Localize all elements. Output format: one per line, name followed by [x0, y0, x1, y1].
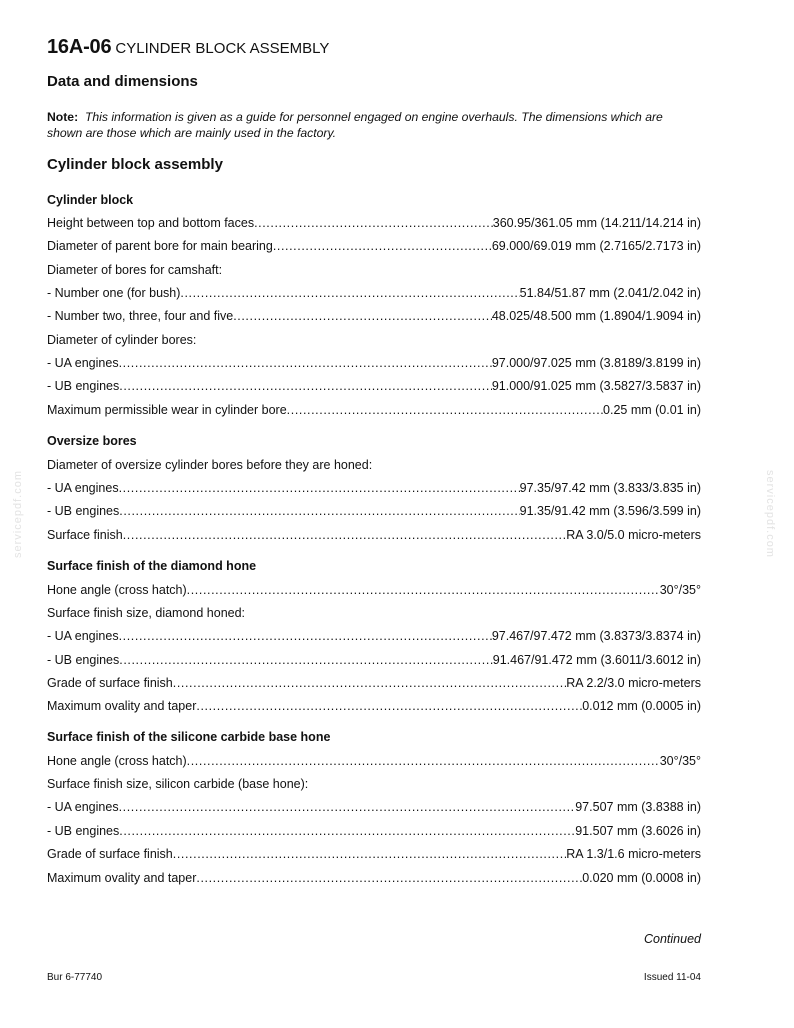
- spec-value: 91.000/91.025 mm (3.5827/3.5837 in): [491, 379, 701, 393]
- spec-label: Hone angle (cross hatch): [47, 754, 187, 768]
- spec-row: [47, 526, 701, 544]
- spec-row: [47, 502, 701, 520]
- note-text: This information is given as a guide for personnel engaged on engine overhauls. The dimensions which are shown are those which are mainly used in the factory.: [47, 110, 663, 140]
- watermark-left: servicepdf.com: [12, 470, 24, 558]
- spec-value: 91.467/91.472 mm (3.6011/3.6012 in): [492, 653, 701, 667]
- spec-label: - UA engines: [47, 629, 119, 643]
- spec-label: - UA engines: [47, 356, 119, 370]
- spec-subheading: Surface finish size, silicon carbide (base hone):: [47, 777, 309, 791]
- spec-row: [47, 627, 701, 645]
- spec-label: - UA engines: [47, 481, 119, 495]
- spec-value: 97.000/97.025 mm (3.8189/3.8199 in): [491, 356, 701, 370]
- spec-row: [47, 651, 701, 669]
- section-title: CYLINDER BLOCK ASSEMBLY: [115, 40, 330, 57]
- spec-row: [47, 237, 701, 255]
- spec-row: [47, 284, 701, 302]
- spec-row: [47, 377, 701, 395]
- spec-label: Maximum permissible wear in cylinder bore: [47, 403, 287, 417]
- spec-row: [47, 479, 701, 497]
- data-heading: Data and dimensions: [47, 73, 198, 90]
- spec-row: [47, 401, 701, 419]
- spec-row: [47, 798, 701, 816]
- spec-label: Maximum ovality and taper: [47, 871, 197, 885]
- spec-label: Hone angle (cross hatch): [47, 583, 187, 597]
- spec-value: 97.467/97.472 mm (3.8373/3.8374 in): [491, 629, 701, 643]
- spec-value: 0.012 mm (0.0005 in): [582, 699, 701, 713]
- spec-subheading: Diameter of bores for camshaft:: [47, 263, 223, 277]
- spec-label: Maximum ovality and taper: [47, 699, 197, 713]
- spec-value: 91.35/91.42 mm (3.596/3.599 in): [519, 504, 701, 518]
- spec-subheading: Diameter of oversize cylinder bores before they are honed:: [47, 458, 373, 472]
- spec-value: 69.000/69.019 mm (2.7165/2.7173 in): [491, 239, 701, 253]
- footer-document-number: Bur 6-77740: [47, 972, 103, 983]
- note-label: Note:: [47, 110, 79, 124]
- spec-value: 97.507 mm (3.8388 in): [575, 800, 701, 814]
- spec-label: - UB engines: [47, 379, 120, 393]
- spec-value: RA 1.3/1.6 micro-meters: [566, 847, 701, 861]
- spec-label: - UB engines: [47, 504, 120, 518]
- spec-value: 30°/35°: [659, 583, 701, 597]
- spec-label: - Number two, three, four and five: [47, 309, 234, 323]
- spec-value: 360.95/361.05 mm (14.211/14.214 in): [492, 216, 701, 230]
- spec-row: [47, 697, 701, 715]
- spec-label: - UB engines: [47, 824, 120, 838]
- spec-subheading: Surface finish size, diamond honed:: [47, 606, 246, 620]
- spec-row: [47, 674, 701, 692]
- spec-label: Grade of surface finish: [47, 847, 173, 861]
- spec-label: Diameter of parent bore for main bearing: [47, 239, 273, 253]
- spec-label: Height between top and bottom faces: [47, 216, 255, 230]
- section-code: 16A-06: [47, 36, 112, 58]
- spec-row: [47, 214, 701, 232]
- spec-label: - UA engines: [47, 800, 119, 814]
- spec-row: [47, 581, 701, 599]
- spec-subheading: Diameter of cylinder bores:: [47, 333, 197, 347]
- spec-label: Surface finish: [47, 528, 123, 542]
- spec-row: [47, 752, 701, 770]
- spec-label: - UB engines: [47, 653, 120, 667]
- spec-value: RA 2.2/3.0 micro-meters: [566, 676, 701, 690]
- oversize-bores-title: Oversize bores: [47, 434, 137, 448]
- spec-row: [47, 354, 701, 372]
- page-header: [47, 36, 329, 59]
- silicone-hone-title: Surface finish of the silicone carbide base hone: [47, 730, 331, 744]
- spec-value: 0.25 mm (0.01 in): [603, 403, 701, 417]
- note-paragraph: [47, 109, 701, 141]
- spec-row: [47, 869, 701, 887]
- spec-value: 97.35/97.42 mm (3.833/3.835 in): [519, 481, 701, 495]
- spec-value: 51.84/51.87 mm (2.041/2.042 in): [519, 286, 701, 300]
- spec-row: [47, 845, 701, 863]
- spec-row: [47, 307, 701, 325]
- continued-label: Continued: [644, 932, 701, 946]
- spec-row: [47, 822, 701, 840]
- spec-value: 48.025/48.500 mm (1.8904/1.9094 in): [491, 309, 701, 323]
- assembly-heading: Cylinder block assembly: [47, 156, 223, 173]
- spec-label: - Number one (for bush): [47, 286, 181, 300]
- diamond-hone-title: Surface finish of the diamond hone: [47, 559, 257, 573]
- spec-value: RA 3.0/5.0 micro-meters: [566, 528, 701, 542]
- spec-value: 91.507 mm (3.6026 in): [575, 824, 701, 838]
- spec-label: Grade of surface finish: [47, 676, 173, 690]
- footer-issue-date: Issued 11-04: [643, 972, 701, 983]
- cylinder-block-title: Cylinder block: [47, 193, 134, 207]
- spec-value: 0.020 mm (0.0008 in): [582, 871, 701, 885]
- spec-value: 30°/35°: [659, 754, 701, 768]
- watermark-right: servicepdf.com: [764, 470, 776, 558]
